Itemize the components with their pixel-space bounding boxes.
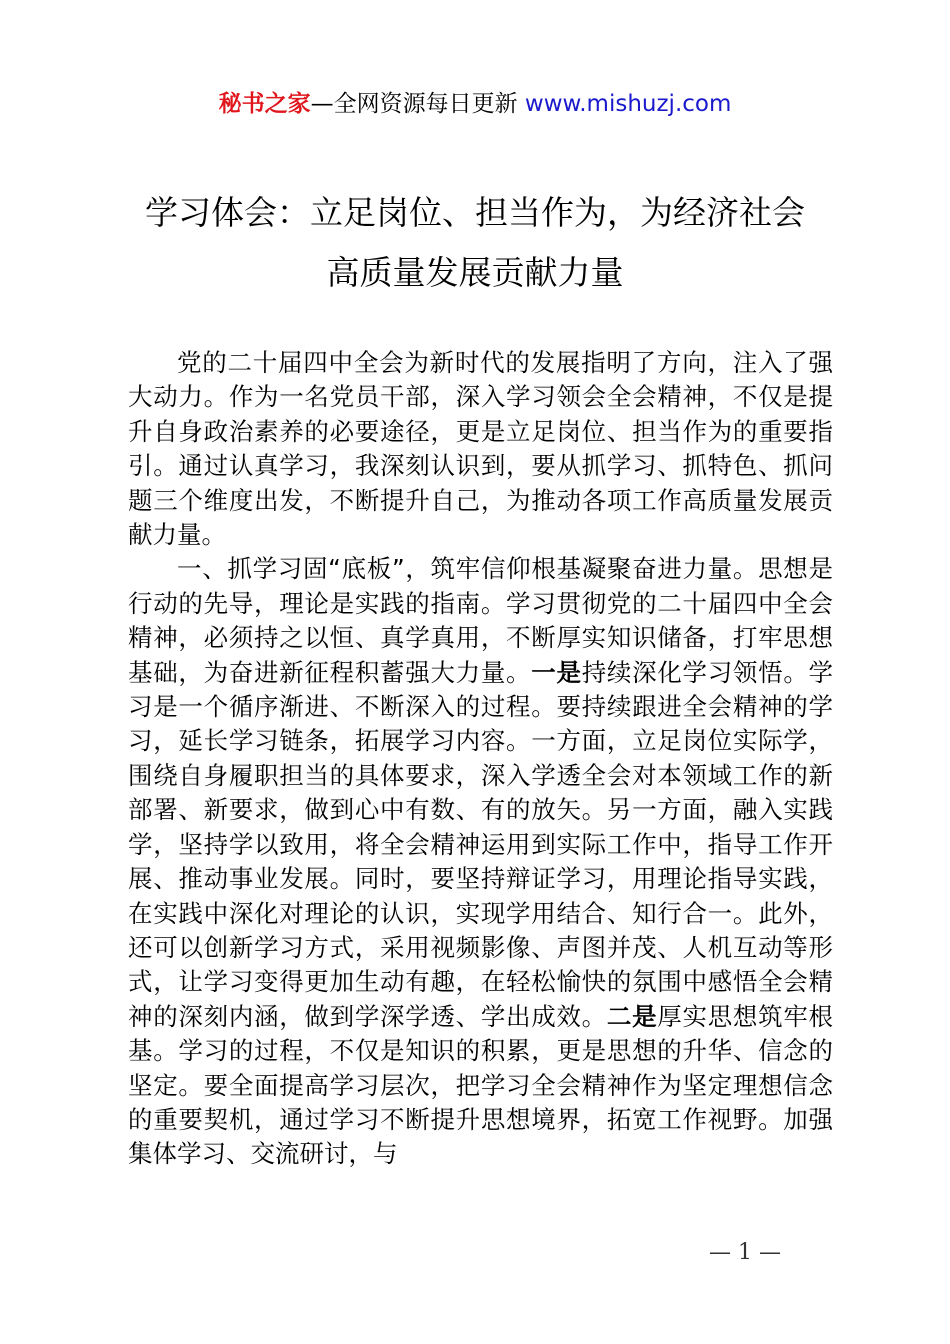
- site-header: [0, 86, 950, 122]
- point-two-label: 二是: [606, 1001, 658, 1031]
- site-url[interactable]: www.mishuzj.com: [524, 91, 732, 117]
- document-title: [60, 183, 890, 303]
- point-one-label: 一是: [531, 657, 582, 687]
- point-one-text: 持续深化学习领悟。学习是一个循序渐进、不断深入的过程。要持续跟进全会精神的学习，延长学习链条，拓展学习内容。一方面，立足岗位实际学，围绕自身履职担当的具体要求，深入学透全会对本领域工作的新部署、新要求，做到心中有数、有的放矢。另一方面，融入实践学，坚持学以致用，将全会精神运用到实际工作中，指导工作开展、推动事业发展。同时，要坚持辩证学习，用理论指导实践，在实践中深化对理论的认识，实现学用结合、知行合一。此外，还可以创新学习方式，采用视频影像、声图并茂、人机互动等形式，让学习变得更加生动有趣，在轻松愉快的氛围中感悟全会精神的深刻内涵，做到学深学透、学出成效。: [128, 657, 834, 1031]
- intro-paragraph: 党的二十届四中全会为新时代的发展指明了方向，注入了强大动力。作为一名党员干部，深入学习领会全会精神，不仅是提升自身政治素养的必要途径，更是立足岗位、担当作为的重要指引。通过认真学习，我深刻认识到，要从抓学习、抓特色、抓问题三个维度出发，不断提升自己，为推动各项工作高质量发展贡献力量。: [128, 348, 833, 550]
- title-line-1: 学习体会：立足岗位、担当作为，为经济社会: [145, 193, 805, 232]
- section-one-paragraph: [128, 552, 833, 1171]
- site-name: 秘书之家: [218, 91, 311, 117]
- section-one-text: 思想是行动的先导，理论是实践的指南。学习贯彻党的二十届四中全会精神，必须持之以恒、真学真用，不断厚实知识储备，打牢思想基础，为奋进新征程积蓄强大力量。: [128, 554, 834, 687]
- section-one-heading: 一、抓学习固“底板”，筑牢信仰根基凝聚奋进力量。: [177, 554, 759, 584]
- point-two-text: 厚实思想筑牢根基。学习的过程，不仅是知识的积累，更是思想的升华、信念的坚定。要全面提高学习层次，把学习全会精神作为坚定理想信念的重要契机，通过学习不断提升思想境界，拓宽工作视野。加强集体学习、交流研讨，与: [128, 1001, 834, 1169]
- document-body: [128, 346, 833, 1172]
- page-number: — 1 —: [709, 1240, 781, 1265]
- site-slogan: —全网资源每日更新: [310, 91, 518, 117]
- title-line-2: 高质量发展贡献力量: [326, 253, 624, 292]
